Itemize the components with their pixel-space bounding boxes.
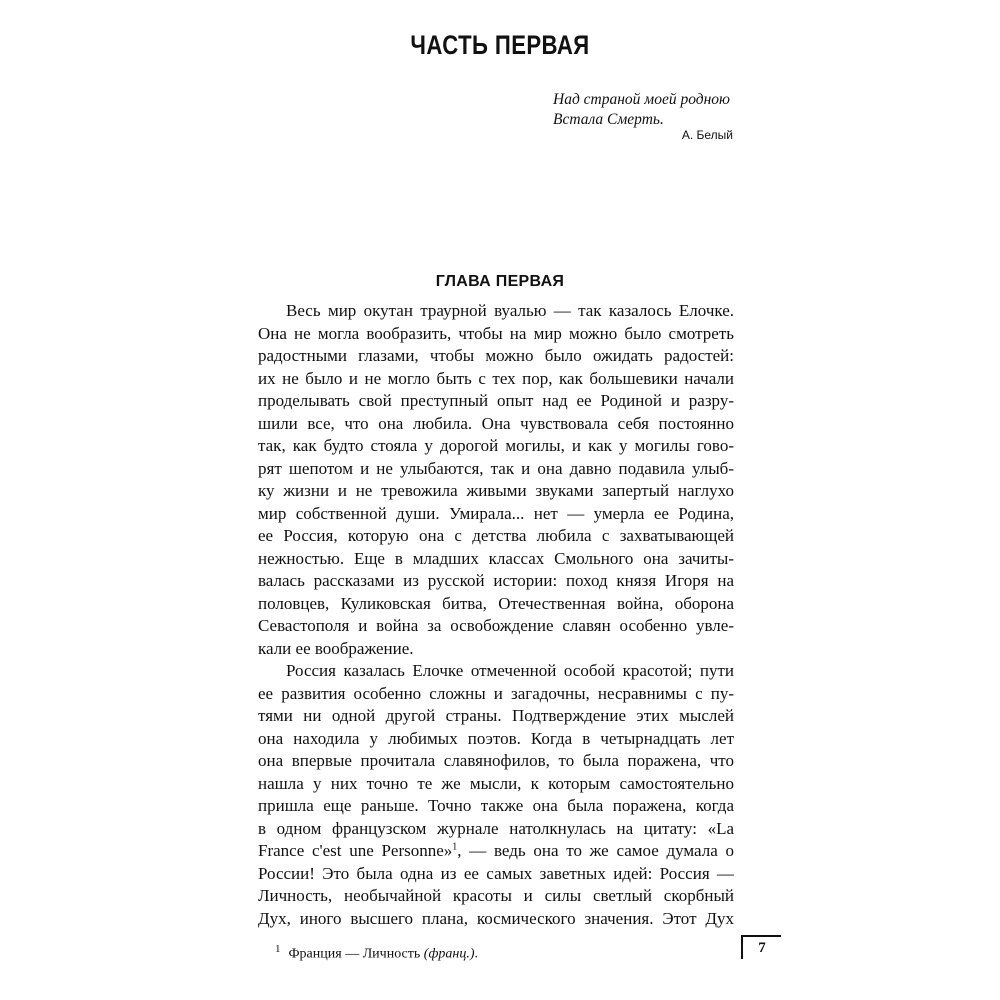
text-line: тями ни одной другой страны. Подтверждение этих мыслей <box>258 706 734 725</box>
text-line: Дух, иного высшего плана, космического значения. Этот Дух <box>258 908 734 928</box>
text-line: нежностью. Еще в младших классах Смольного она зачиты- <box>258 548 734 568</box>
text-line: она находила у любимых поэтов. Когда в четырнадцать лет <box>258 728 734 748</box>
epigraph <box>553 90 743 130</box>
chapter-body <box>258 300 734 930</box>
part-title: ЧАСТЬ ПЕРВАЯ <box>410 30 590 60</box>
text-line: Весь мир окутан траурной вуалью — так казалось Елочке. <box>286 301 734 320</box>
epigraph-line: Встала Смерть. <box>553 111 664 128</box>
text-line: их не было и не могло быть с тех пор, как большевики начали <box>258 368 734 388</box>
text-line: кали ее воображение. <box>258 638 414 658</box>
epigraph-author: А. Белый <box>681 128 733 142</box>
text-line: так, как будто стояла у дорогой могилы, и как у могилы гово- <box>258 436 734 455</box>
text-line: Севастополя и война за освобождение славян особенно увле- <box>258 616 734 635</box>
text-line: мир собственной души. Умирала... нет — умерла ее Родина, <box>258 503 734 523</box>
text-line-head: France c'est une Personne» <box>258 841 453 860</box>
text-line: радостными глазами, чтобы можно было ожидать радостей: <box>258 346 734 365</box>
text-line: она впервые прочитала славянофилов, то была поражена, что <box>258 751 734 770</box>
text-line-tail: , — ведь она то же самое думала о <box>457 841 734 860</box>
text-line: ку жизни и не тревожила живыми звуками запертый наглухо <box>258 481 734 500</box>
chapter-title: ГЛАВА ПЕРВАЯ <box>435 273 565 290</box>
text-line: в одном французском журнале натолкнулась на цитату: «La <box>258 818 734 838</box>
text-line: шили все, что она любила. Она чувствовала себя постоянно <box>258 413 734 433</box>
footnote <box>275 943 478 963</box>
text-line: пришла еще раньше. Точно также она была поражена, когда <box>258 796 734 815</box>
footnote-ref[interactable]: 1 <box>452 841 458 853</box>
text-line: валась рассказами из русской истории: поход князя Игоря на <box>258 571 734 590</box>
text-line: ее развития особенно сложны и загадочны, несравнимы с пу- <box>258 683 734 703</box>
epigraph-line: Над страной моей родною <box>553 91 730 108</box>
footnote-number: 1 <box>275 943 281 955</box>
text-line: половцев, Куликовская битва, Отечественная война, оборона <box>258 593 734 613</box>
text-line: Личность, необычайной красоты и силы светлый скорбный <box>258 886 734 905</box>
footnote-italic: (франц.) <box>423 946 475 962</box>
text-line: России! Это была одна из ее самых заветных идей: Россия — <box>258 863 734 883</box>
text-line: рят шепотом и не улыбаются, так и она давно подавила улыб- <box>258 458 734 478</box>
text-line: Она не могла вообразить, чтобы на мир можно было смотреть <box>258 323 734 343</box>
text-line: ее Россия, которую она с детства любила с захватывающей <box>258 526 734 545</box>
text-line: Россия казалась Елочке отмеченной особой красотой; пути <box>286 661 734 680</box>
footnote-text: Франция — Личность <box>288 946 424 962</box>
page-number: 7 <box>741 935 781 959</box>
text-line: проделывать свой преступный опыт над ее Родиной и разру- <box>258 391 734 410</box>
text-line <box>258 840 734 863</box>
footnote-end: . <box>474 946 478 962</box>
text-line: нашла у них точно те же мысли, к которым самостоятельно <box>258 773 734 793</box>
